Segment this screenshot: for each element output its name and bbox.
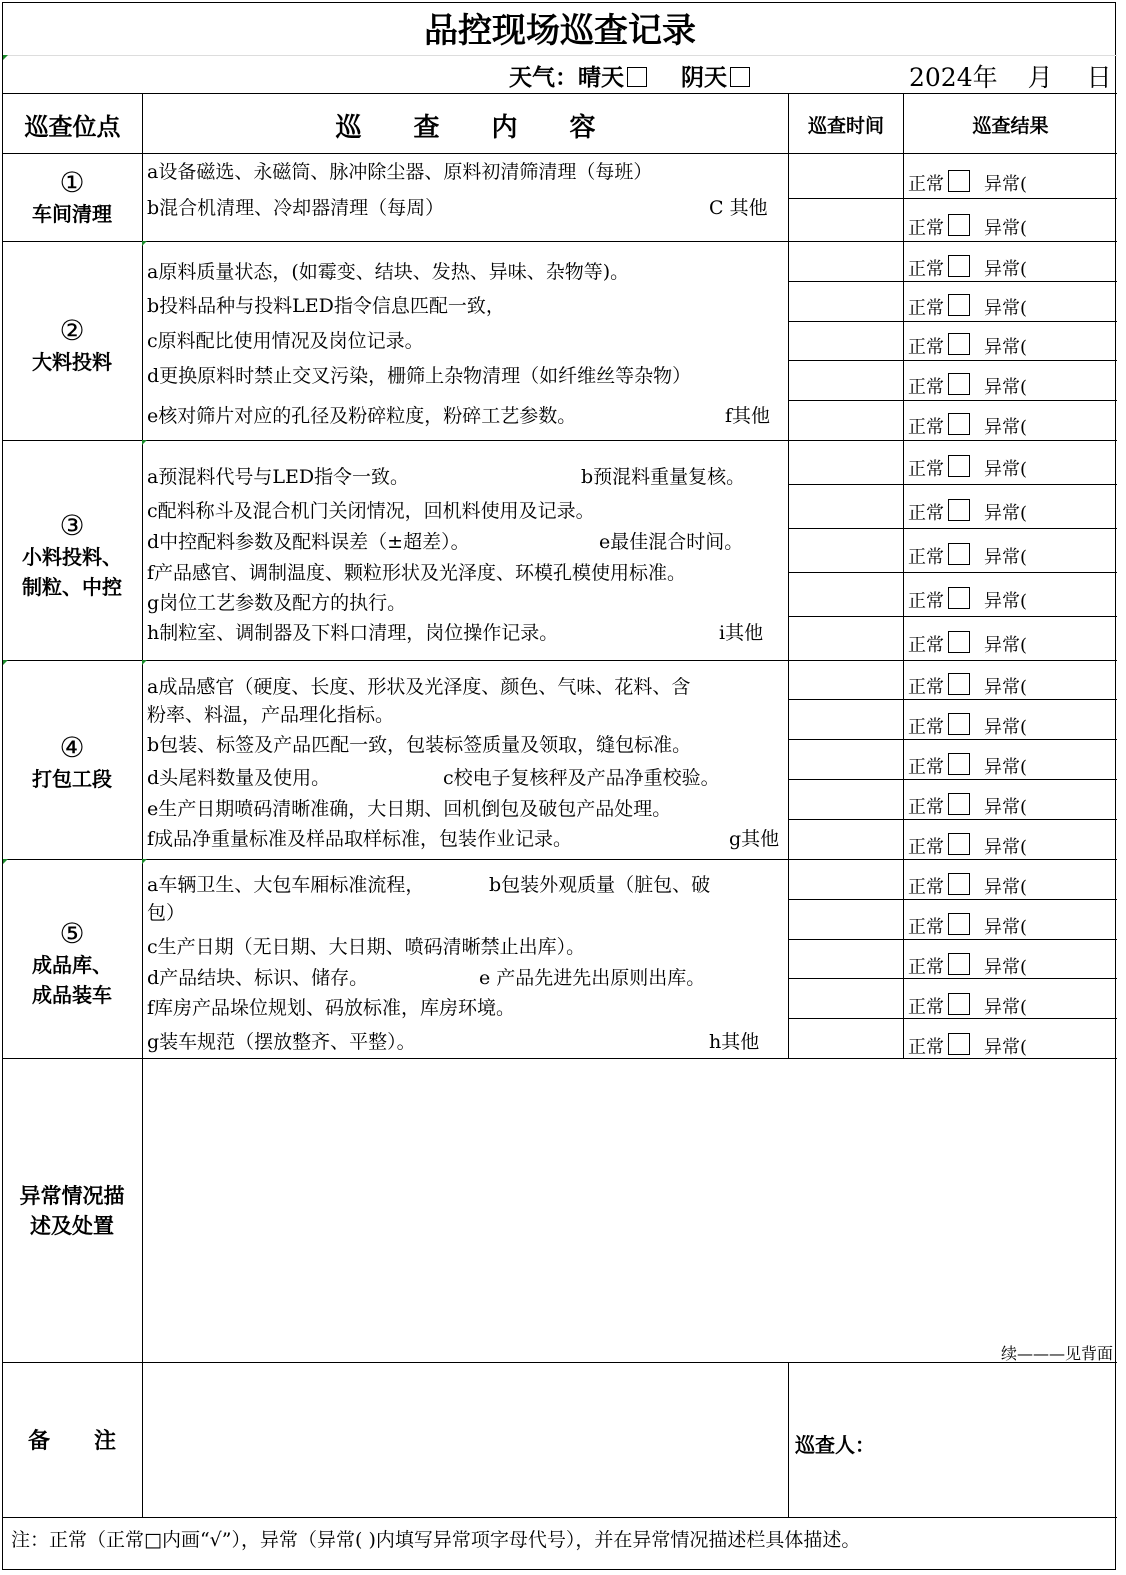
result-row xyxy=(908,873,1027,903)
result-row xyxy=(908,455,1027,485)
inspection-time-cell[interactable] xyxy=(789,251,902,285)
result-abnormal-field[interactable]: 异常( xyxy=(984,298,1028,319)
section-4-item-a-cont: 粉率、料温，产品理化指标。 xyxy=(147,704,395,726)
inspection-time-cell[interactable] xyxy=(789,869,902,903)
section-3-item-a xyxy=(147,463,787,491)
inspection-time-cell[interactable] xyxy=(789,709,902,743)
result-abnormal-field[interactable]: 异常( xyxy=(984,337,1028,358)
section-2-item-e xyxy=(147,402,787,430)
result-abnormal-field[interactable]: 异常( xyxy=(984,717,1028,738)
date-year: 2024年 xyxy=(909,63,998,92)
section-3-item-a-text: a预混料代号与LED指令一致。 xyxy=(147,466,410,488)
section-5-item-g-text: g装车规范（摆放整齐、平整）。 xyxy=(147,1031,416,1053)
result-normal-checkbox[interactable] xyxy=(948,993,970,1015)
remarks-area[interactable] xyxy=(143,1363,788,1517)
result-abnormal-field[interactable]: 异常( xyxy=(984,591,1028,612)
abnormal-label xyxy=(3,1181,141,1241)
result-normal-label: 正常 xyxy=(908,298,944,319)
result-row xyxy=(908,543,1027,573)
section-4-item-f-text: f成品净重量标准及样品取样标准，包装作业记录。 xyxy=(147,828,573,850)
inspection-time-cell[interactable] xyxy=(789,210,902,244)
result-normal-checkbox[interactable] xyxy=(948,499,970,521)
result-abnormal-field[interactable]: 异常( xyxy=(984,837,1028,858)
result-abnormal-field[interactable]: 异常( xyxy=(984,635,1028,656)
section-1-item-b xyxy=(147,194,787,222)
inspector-label: 巡查人： xyxy=(795,1433,875,1457)
result-row xyxy=(908,373,1027,403)
result-abnormal-field[interactable]: 异常( xyxy=(984,997,1028,1018)
section-3-name-2: 制粒、中控 xyxy=(22,575,122,599)
section-4-item-d xyxy=(147,764,787,792)
section-3-item-f: f产品感官、调制温度、颗粒形状及光泽度、环模孔模使用标准。 xyxy=(147,562,687,584)
section-5-label xyxy=(3,918,141,1010)
result-row xyxy=(908,333,1027,363)
weather-sunny-label: 晴天 xyxy=(578,64,624,91)
result-abnormal-field[interactable]: 异常( xyxy=(984,503,1028,524)
section-5-item-a xyxy=(147,871,787,899)
result-row xyxy=(908,913,1027,943)
result-normal-label: 正常 xyxy=(908,503,944,524)
result-normal-label: 正常 xyxy=(908,957,944,978)
result-abnormal-field[interactable]: 异常( xyxy=(984,877,1028,898)
weather-cloudy-checkbox[interactable] xyxy=(730,67,750,87)
weather-field xyxy=(509,57,750,93)
section-1-number: ① xyxy=(59,166,85,199)
inspection-time-cell[interactable] xyxy=(789,1029,902,1063)
result-normal-checkbox[interactable] xyxy=(948,631,970,653)
result-normal-checkbox[interactable] xyxy=(948,953,970,975)
result-normal-label: 正常 xyxy=(908,997,944,1018)
abnormal-description-area[interactable] xyxy=(143,1059,1117,1362)
result-row xyxy=(908,793,1027,823)
result-row xyxy=(908,587,1027,617)
result-abnormal-field[interactable]: 异常( xyxy=(984,377,1028,398)
inspection-time-cell[interactable] xyxy=(789,369,902,403)
result-row xyxy=(908,255,1027,285)
result-row xyxy=(908,294,1027,324)
date-month: 月 xyxy=(1027,63,1053,92)
header-location: 巡查位点 xyxy=(24,112,121,141)
result-row xyxy=(908,753,1027,783)
result-row xyxy=(908,413,1027,443)
section-3-item-c: c配料称斗及混合机门关闭情况，回机料使用及记录。 xyxy=(147,500,595,522)
result-row xyxy=(908,631,1027,661)
section-3-number: ③ xyxy=(59,509,85,542)
header-result: 巡查结果 xyxy=(972,115,1049,137)
inspection-time-cell[interactable] xyxy=(789,495,902,529)
result-normal-label: 正常 xyxy=(908,591,944,612)
inspection-time-cell[interactable] xyxy=(789,539,902,573)
cell-marker xyxy=(3,55,8,60)
result-normal-checkbox[interactable] xyxy=(948,333,970,355)
result-abnormal-field[interactable]: 异常( xyxy=(984,957,1028,978)
header-time: 巡查时间 xyxy=(807,115,884,137)
result-normal-checkbox[interactable] xyxy=(948,673,970,695)
inspection-time-cell[interactable] xyxy=(789,669,902,703)
result-normal-label: 正常 xyxy=(908,635,944,656)
section-4-item-a: a成品感官（硬度、长度、形状及光泽度、颜色、气味、花料、含 xyxy=(147,676,691,698)
result-normal-label: 正常 xyxy=(908,757,944,778)
section-5-other: h其他 xyxy=(709,1031,760,1053)
result-normal-label: 正常 xyxy=(908,377,944,398)
section-1-other: C 其他 xyxy=(709,197,768,219)
section-3-item-g: g岗位工艺参数及配方的执行。 xyxy=(147,592,407,614)
inspection-time-cell[interactable] xyxy=(789,909,902,943)
result-normal-checkbox[interactable] xyxy=(948,170,970,192)
result-normal-label: 正常 xyxy=(908,174,944,195)
result-abnormal-field[interactable]: 异常( xyxy=(984,677,1028,698)
result-normal-checkbox[interactable] xyxy=(948,833,970,855)
result-normal-label: 正常 xyxy=(908,547,944,568)
result-row xyxy=(908,499,1027,529)
date-field[interactable] xyxy=(909,57,1112,93)
weather-cloudy-label: 阴天 xyxy=(681,64,728,91)
result-normal-label: 正常 xyxy=(908,917,944,938)
section-3-label xyxy=(3,510,141,602)
section-2-other: f其他 xyxy=(725,405,771,427)
result-normal-label: 正常 xyxy=(908,218,944,239)
remarks-label: 备 注 xyxy=(27,1428,116,1454)
inspection-form xyxy=(2,2,1116,1570)
inspection-time-cell[interactable] xyxy=(789,451,902,485)
section-1-item-b-text: b混合机清理、冷却器清理（每周） xyxy=(147,197,445,219)
result-row xyxy=(908,170,1027,200)
continue-note: 续———见背面 xyxy=(1000,1344,1113,1363)
result-normal-checkbox[interactable] xyxy=(948,214,970,236)
inspection-time-cell[interactable] xyxy=(789,290,902,324)
section-2-number: ② xyxy=(59,314,85,347)
section-5-name-2: 成品装车 xyxy=(32,983,112,1007)
section-5-item-f: f库房产品垛位规划、码放标准，库房环境。 xyxy=(147,997,516,1019)
date-day: 日 xyxy=(1086,63,1112,92)
section-4-item-b: b包装、标签及产品匹配一致，包装标签质量及领取，缝包标准。 xyxy=(147,734,692,756)
section-5-item-b: b包装外观质量（脏包、破 xyxy=(489,874,711,896)
result-abnormal-field[interactable]: 异常( xyxy=(984,459,1028,480)
section-2-name: 大料投料 xyxy=(32,350,112,374)
section-4-other: g其他 xyxy=(729,828,780,850)
form-title: 品控现场巡查记录 xyxy=(424,11,696,51)
result-abnormal-field[interactable]: 异常( xyxy=(984,1037,1028,1058)
inspection-time-cell[interactable] xyxy=(789,989,902,1023)
result-abnormal-field[interactable]: 异常( xyxy=(984,547,1028,568)
result-abnormal-field[interactable]: 异常( xyxy=(984,174,1028,195)
inspection-time-cell[interactable] xyxy=(789,829,902,863)
section-2-item-b: b投料品种与投料LED指令信息匹配一致， xyxy=(147,295,505,317)
result-row xyxy=(908,214,1027,244)
result-normal-checkbox[interactable] xyxy=(948,873,970,895)
footer-note: 注：正常（正常□内画“√”），异常（异常( )内填写异常项字母代号），并在异常情况描述栏具体描述。 xyxy=(11,1529,861,1551)
title-divider xyxy=(3,55,1117,56)
section-2-item-a: a原料质量状态，(如霉变、结块、发热、异味、杂物等)。 xyxy=(147,261,630,283)
abnormal-label-1: 异常情况描 xyxy=(19,1183,125,1208)
section-1-item-a: a设备磁选、永磁筒、脉冲除尘器、原料初清筛清理（每班） xyxy=(147,161,653,183)
result-row xyxy=(908,713,1027,743)
result-normal-label: 正常 xyxy=(908,677,944,698)
inspection-time-cell[interactable] xyxy=(789,583,902,617)
result-abnormal-field[interactable]: 异常( xyxy=(984,259,1028,280)
section-5-item-d-text: d产品结块、标识、储存。 xyxy=(147,967,369,989)
header-content: 巡 查 内 容 xyxy=(335,113,596,143)
section-5-number: ⑤ xyxy=(59,917,85,950)
section-5-item-d xyxy=(147,964,787,992)
result-row xyxy=(908,953,1027,983)
inspection-time-cell[interactable] xyxy=(789,749,902,783)
section-2-label xyxy=(3,315,141,377)
result-normal-label: 正常 xyxy=(908,717,944,738)
section-3-other: i其他 xyxy=(719,622,764,644)
result-abnormal-field[interactable]: 异常( xyxy=(984,797,1028,818)
inspection-time-cell[interactable] xyxy=(789,329,902,363)
section-4-number: ④ xyxy=(59,731,85,764)
result-row xyxy=(908,833,1027,863)
section-4-item-c: c校电子复核秤及产品净重校验。 xyxy=(443,767,720,789)
section-3-item-d-text: d中控配料参数及配料误差（±超差）。 xyxy=(147,531,470,553)
section-5-item-a-text: a车辆卫生、大包车厢标准流程， xyxy=(147,874,425,896)
result-normal-label: 正常 xyxy=(908,337,944,358)
result-abnormal-field[interactable]: 异常( xyxy=(984,917,1028,938)
result-normal-checkbox[interactable] xyxy=(948,455,970,477)
section-2-item-d: d更换原料时禁止交叉污染，栅筛上杂物清理（如纤维丝等杂物） xyxy=(147,365,692,387)
result-normal-checkbox[interactable] xyxy=(948,587,970,609)
section-5-item-e: e 产品先进先出原则出库。 xyxy=(479,967,706,989)
inspection-time-cell[interactable] xyxy=(789,949,902,983)
result-row xyxy=(908,993,1027,1023)
result-normal-checkbox[interactable] xyxy=(948,1033,970,1055)
result-abnormal-field[interactable]: 异常( xyxy=(984,757,1028,778)
inspection-table xyxy=(3,93,1117,1569)
section-5-item-g xyxy=(147,1028,787,1056)
result-normal-label: 正常 xyxy=(908,797,944,818)
inspector-signature-field[interactable] xyxy=(883,1423,1113,1457)
section-5-item-c: c生产日期（无日期、大日期、喷码清晰禁止出库）。 xyxy=(147,936,586,958)
weather-sunny-checkbox[interactable] xyxy=(627,67,647,87)
section-4-item-e: e生产日期喷码清晰准确，大日期、回机倒包及破包产品处理。 xyxy=(147,798,672,820)
result-normal-checkbox[interactable] xyxy=(948,373,970,395)
section-3-item-e: e最佳混合时间。 xyxy=(599,531,744,553)
section-3-item-h xyxy=(147,619,787,647)
section-4-label xyxy=(3,732,141,794)
section-1-label xyxy=(3,167,141,229)
inspection-time-cell[interactable] xyxy=(789,409,902,443)
section-5-item-b-cont: 包） xyxy=(147,902,186,924)
section-2-item-c: c原料配比使用情况及岗位记录。 xyxy=(147,330,424,352)
result-normal-checkbox[interactable] xyxy=(948,913,970,935)
result-normal-label: 正常 xyxy=(908,877,944,898)
inspection-time-cell[interactable] xyxy=(789,166,902,200)
inspection-time-cell[interactable] xyxy=(789,627,902,661)
result-normal-checkbox[interactable] xyxy=(948,543,970,565)
section-1-name: 车间清理 xyxy=(32,202,112,226)
section-3-item-d xyxy=(147,528,787,556)
section-3-item-b: b预混料重量复核。 xyxy=(581,466,746,488)
result-normal-checkbox[interactable] xyxy=(948,413,970,435)
result-normal-label: 正常 xyxy=(908,1037,944,1058)
result-abnormal-field[interactable]: 异常( xyxy=(984,218,1028,239)
result-normal-label: 正常 xyxy=(908,459,944,480)
weather-label: 天气： xyxy=(509,64,578,91)
result-normal-checkbox[interactable] xyxy=(948,753,970,775)
section-3-name-1: 小料投料、 xyxy=(22,545,122,569)
section-2-item-e-text: e核对筛片对应的孔径及粉碎粒度，粉碎工艺参数。 xyxy=(147,405,577,427)
section-4-name: 打包工段 xyxy=(32,767,112,791)
result-normal-checkbox[interactable] xyxy=(948,255,970,277)
section-4-item-f xyxy=(147,825,787,853)
result-normal-label: 正常 xyxy=(908,417,944,438)
inspection-time-cell[interactable] xyxy=(789,789,902,823)
section-4-item-d-text: d头尾料数量及使用。 xyxy=(147,767,331,789)
result-normal-checkbox[interactable] xyxy=(948,793,970,815)
result-row xyxy=(908,673,1027,703)
section-5-name-1: 成品库、 xyxy=(32,953,112,977)
result-normal-label: 正常 xyxy=(908,259,944,280)
result-normal-checkbox[interactable] xyxy=(948,713,970,735)
result-abnormal-field[interactable]: 异常( xyxy=(984,417,1028,438)
abnormal-label-2: 述及处置 xyxy=(30,1213,114,1238)
result-normal-label: 正常 xyxy=(908,837,944,858)
section-3-item-h-text: h制粒室、调制器及下料口清理，岗位操作记录。 xyxy=(147,622,559,644)
result-normal-checkbox[interactable] xyxy=(948,294,970,316)
